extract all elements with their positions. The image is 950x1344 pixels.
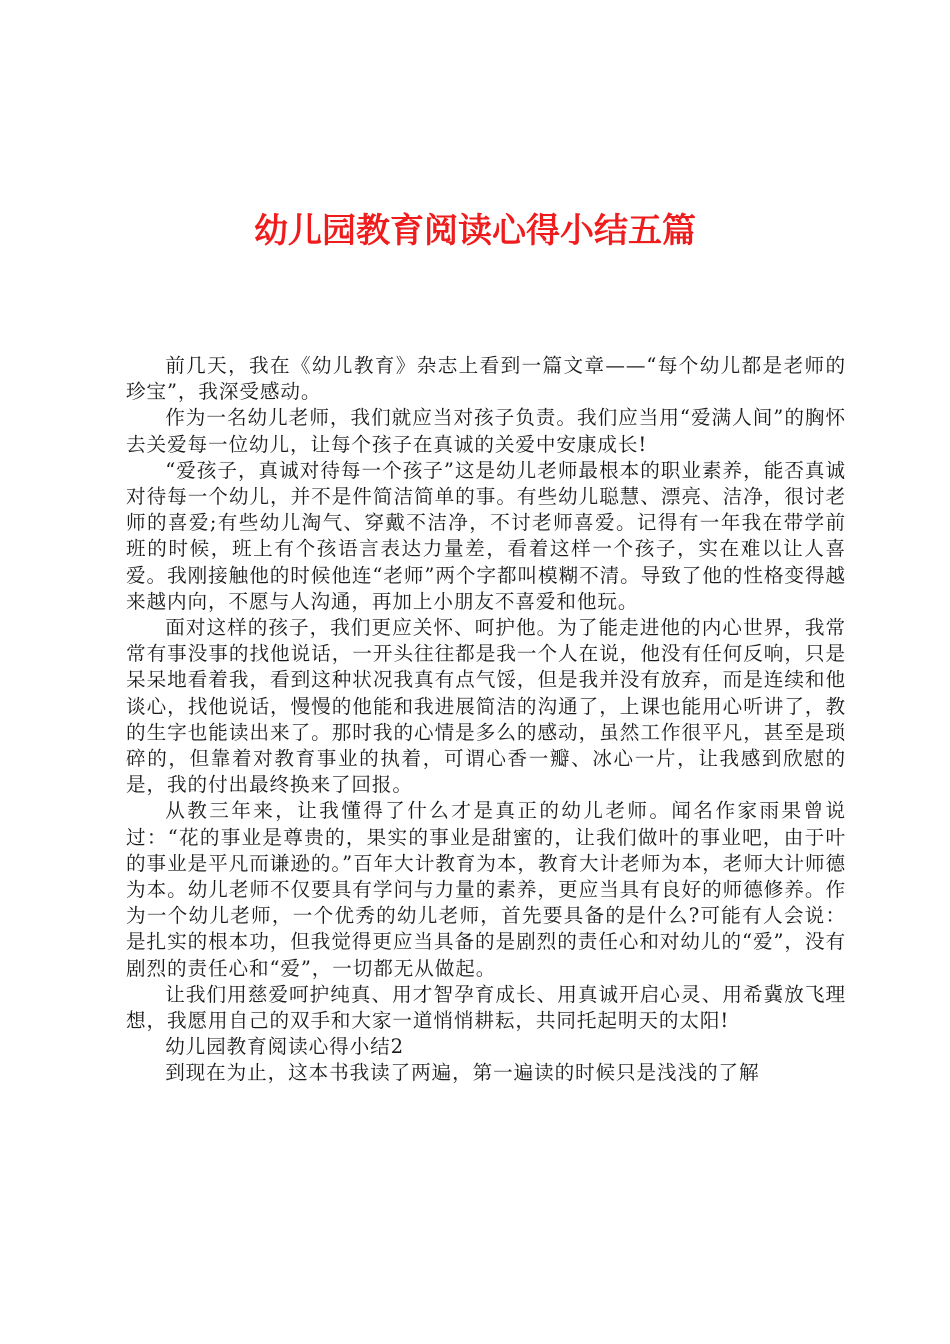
paragraph-5: 从教三年来，让我懂得了什么才是真正的幼儿老师。闻名作家雨果曾说过：“花的事业是尊贵的，果实的事业是甜蜜的，让我们做叶的事业吧，由于叶的事业是平凡而谦逊的。”百年大计教育为本，教育大计老师为本，老师大计师德为本。幼儿老师不仅要具有学问与力量的素养，更应当具有良好的师德修养。作为一个幼儿老师，一个优秀的幼儿老师，首先要具备的是什么?可能有人会说：是扎实的根本功，但我觉得更应当具备的是剧烈的责任心和对幼儿的“爱”，没有剧烈的责任心和“爱”，一切都无从做起。 — [126, 799, 846, 980]
document-title: 幼儿园教育阅读心得小结五篇 — [254, 211, 696, 251]
document-body — [126, 353, 846, 1087]
paragraph-2: 作为一名幼儿老师，我们就应当对孩子负责。我们应当用“爱满人间”的胸怀去关爱每一位幼儿，让每个孩子在真诚的关爱中安康成长! — [126, 406, 846, 456]
section-heading-2: 幼儿园教育阅读心得小结2 — [165, 1035, 404, 1059]
paragraph-6: 让我们用慈爱呵护纯真、用才智孕育成长、用真诚开启心灵、用希冀放飞理想，我愿用自己的双手和大家一道悄悄耕耘，共同托起明天的太阳! — [126, 982, 846, 1033]
paragraph-4: 面对这样的孩子，我们更应关怀、呵护他。为了能走进他的内心世界，我常常有事没事的找他说话，一开头往往都是我一个人在说，他没有任何反响，只是呆呆地看着我，看到这种状况我真有点气馁，但是我并没有放弃，而是连续和他谈心，找他说话，慢慢的他能和我进展简洁的沟通了，上课也能用心听讲了，教的生字也能读出来了。那时我的心情是多么的感动，虽然工作很平凡，甚至是琐碎的，但靠着对教育事业的执着，可谓心香一瓣、冰心一片，让我感到欣慰的是，我的付出最终换来了回报。 — [126, 616, 846, 797]
paragraph-3: “爱孩子，真诚对待每一个孩子”这是幼儿老师最根本的职业素养，能否真诚对待每一个幼儿，并不是件简洁简单的事。有些幼儿聪慧、漂亮、洁净，很讨老师的喜爱;有些幼儿淘气、穿戴不洁净，不讨老师喜爱。记得有一年我在带学前班的时候，班上有个孩语言表达力量差，看着这样一个孩子，实在难以让人喜爱。我刚接触他的时候他连“老师”两个字都叫模糊不清。导致了他的性格变得越来越内向，不愿与人沟通，再加上小朋友不喜爱和他玩。 — [126, 458, 846, 613]
paragraph-1: 前几天，我在《幼儿教育》杂志上看到一篇文章——“每个幼儿都是老师的珍宝”，我深受感动。 — [126, 354, 846, 404]
paragraph-7: 到现在为止，这本书我读了两遍，第一遍读的时候只是浅浅的了解 — [165, 1061, 760, 1085]
